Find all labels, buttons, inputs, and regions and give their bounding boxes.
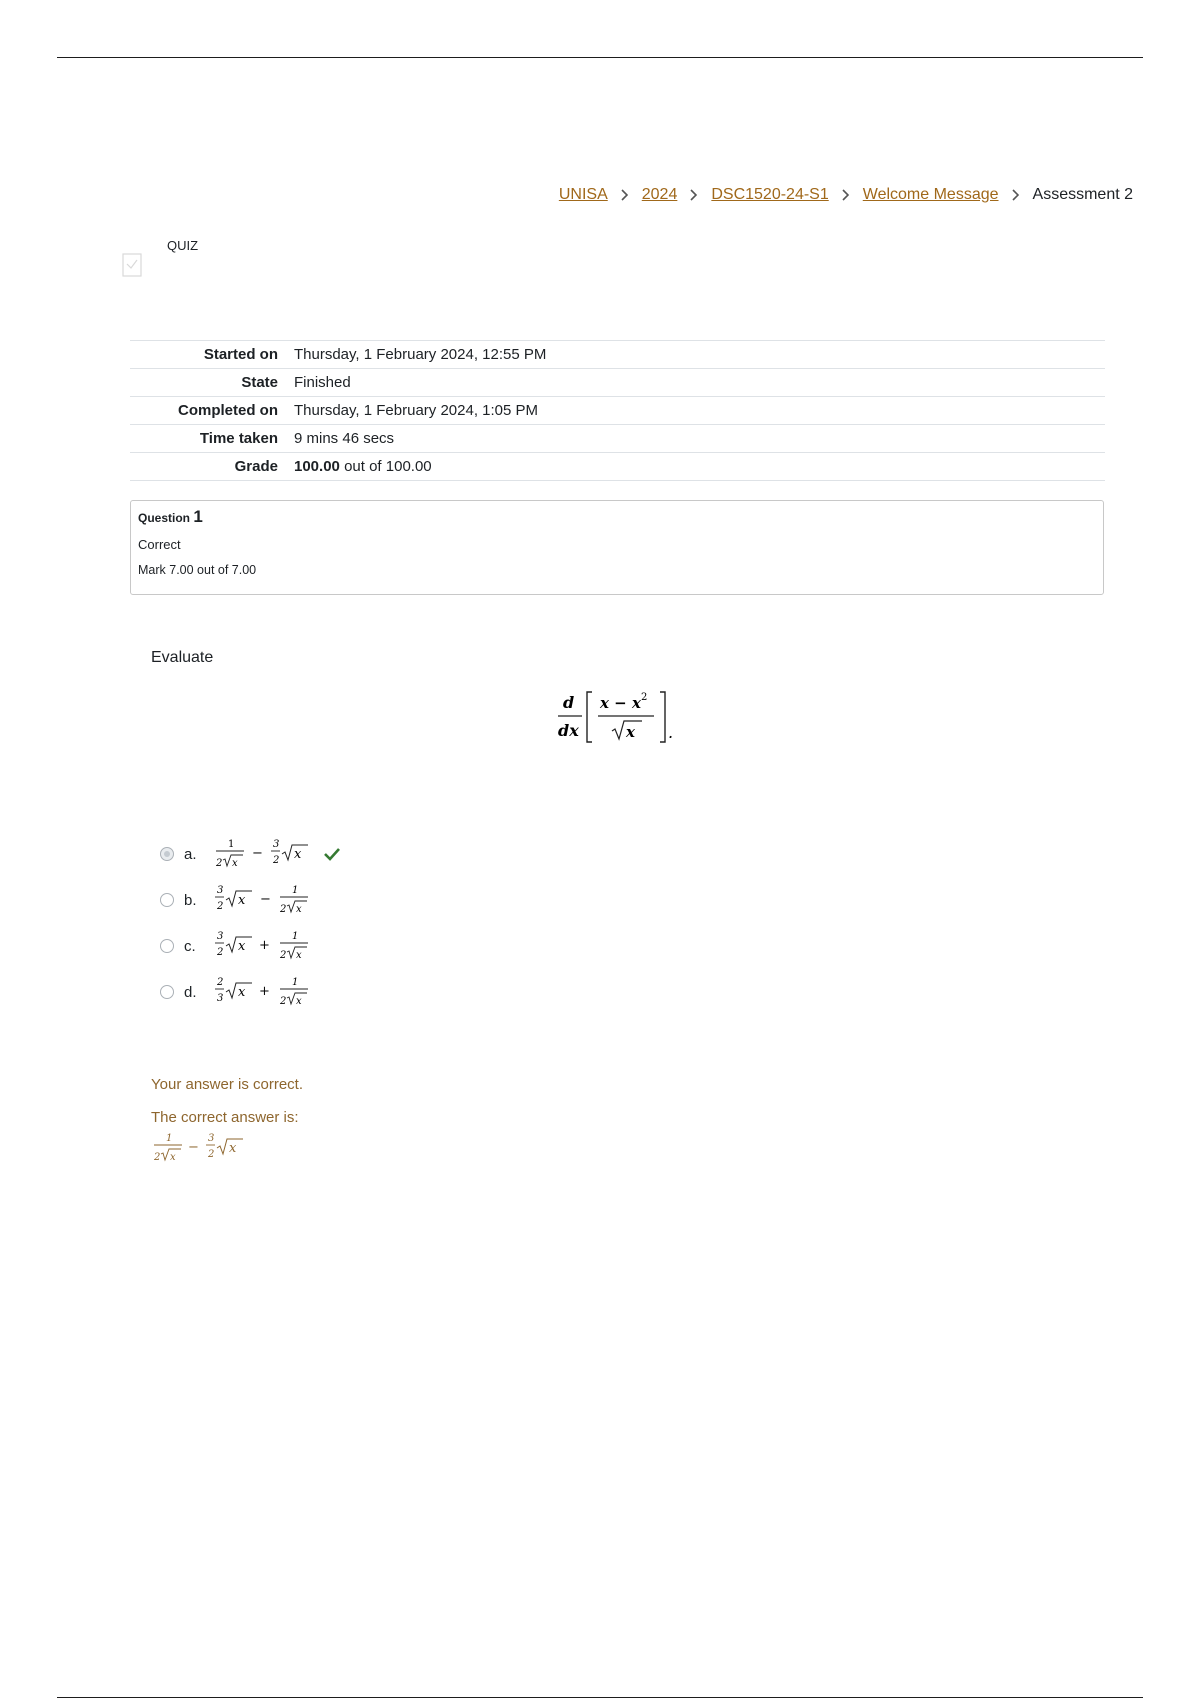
summary-label: Completed on <box>130 397 286 425</box>
summary-value: Thursday, 1 February 2024, 1:05 PM <box>286 397 1105 425</box>
attempt-summary-table <box>130 340 1105 481</box>
svg-text:3: 3 <box>217 885 224 896</box>
table-row <box>130 425 1105 453</box>
summary-label: Started on <box>130 341 286 369</box>
svg-text:2: 2 <box>154 1152 161 1163</box>
svg-text:2: 2 <box>216 858 223 869</box>
question-number <box>138 507 1096 527</box>
summary-value: Finished <box>286 369 1105 397</box>
breadcrumb-item-course[interactable]: DSC1520-24-S1 <box>711 186 829 203</box>
answer-math-b <box>214 882 318 918</box>
svg-text:+: + <box>259 938 270 953</box>
answer-letter: c. <box>184 937 196 955</box>
svg-text:2: 2 <box>217 977 224 988</box>
summary-value: 9 mins 46 secs <box>286 425 1105 453</box>
svg-text:2: 2 <box>641 692 648 703</box>
answer-letter: b. <box>184 891 197 909</box>
svg-text:1: 1 <box>292 931 299 942</box>
question-mark: Mark 7.00 out of 7.00 <box>138 563 257 577</box>
table-row <box>130 369 1105 397</box>
svg-text:1: 1 <box>292 885 299 896</box>
svg-text:3: 3 <box>217 993 224 1004</box>
grade-value <box>286 453 1105 481</box>
breadcrumb-item-section[interactable]: Welcome Message <box>862 186 999 203</box>
question-prompt: Evaluate <box>151 649 214 666</box>
breadcrumb-current: Assessment 2 <box>1032 186 1133 203</box>
summary-label: State <box>130 369 286 397</box>
correct-answer-math <box>152 1130 252 1168</box>
top-rule <box>57 57 1143 58</box>
question-state: Correct <box>138 537 181 552</box>
svg-text:d: d <box>563 693 575 712</box>
feedback-correct-label: The correct answer is: <box>151 1109 299 1126</box>
svg-text:x: x <box>296 996 302 1007</box>
question-info-box <box>130 500 1104 595</box>
table-row <box>130 341 1105 369</box>
check-icon <box>324 847 340 861</box>
svg-text:x − x: x − x <box>600 694 641 712</box>
svg-text:−: − <box>188 1140 199 1155</box>
answer-radio-a[interactable] <box>160 847 174 861</box>
svg-text:2: 2 <box>273 855 280 866</box>
svg-text:2: 2 <box>280 950 287 961</box>
answer-math-d <box>214 974 318 1010</box>
svg-text:x: x <box>626 723 635 741</box>
svg-text:x: x <box>170 1152 176 1163</box>
table-row <box>130 397 1105 425</box>
svg-text:−: − <box>252 846 263 861</box>
svg-text:3: 3 <box>208 1133 215 1144</box>
question-formula <box>556 686 686 746</box>
svg-text:x: x <box>296 904 302 915</box>
breadcrumb-item-year[interactable]: 2024 <box>641 186 678 203</box>
chevron-right-icon <box>618 188 632 202</box>
svg-text:2: 2 <box>217 901 224 912</box>
svg-text:2: 2 <box>280 904 287 915</box>
svg-text:3: 3 <box>217 931 224 942</box>
svg-text:x: x <box>238 985 246 1000</box>
chevron-right-icon <box>839 188 853 202</box>
quiz-icon <box>121 252 143 278</box>
svg-text:dx: dx <box>558 721 579 740</box>
svg-text:2: 2 <box>280 996 287 1007</box>
svg-text:+: + <box>259 984 270 999</box>
answer-math-c <box>214 928 318 964</box>
svg-text:1: 1 <box>292 977 299 988</box>
answer-option-a[interactable] <box>160 836 340 872</box>
svg-text:x: x <box>294 847 302 862</box>
answer-radio-c[interactable] <box>160 939 174 953</box>
bottom-rule <box>57 1697 1143 1698</box>
feedback-result: Your answer is correct. <box>151 1076 304 1093</box>
answer-letter: d. <box>184 983 197 1001</box>
answer-radio-d[interactable] <box>160 985 174 999</box>
answer-letter: a. <box>184 845 197 863</box>
svg-text:.: . <box>668 723 674 742</box>
grade-out-of: out of 100.00 <box>344 458 432 475</box>
svg-text:1: 1 <box>166 1133 173 1144</box>
answer-radio-b[interactable] <box>160 893 174 907</box>
answer-option-c[interactable] <box>160 928 318 964</box>
grade-label: Grade <box>130 453 286 481</box>
svg-text:x: x <box>238 939 246 954</box>
chevron-right-icon <box>1009 188 1023 202</box>
table-row <box>130 453 1105 481</box>
answer-option-b[interactable] <box>160 882 318 918</box>
summary-label: Time taken <box>130 425 286 453</box>
svg-text:3: 3 <box>273 839 280 850</box>
answer-option-d[interactable] <box>160 974 318 1010</box>
svg-text:x: x <box>238 893 246 908</box>
question-prefix: Question <box>138 511 191 525</box>
svg-text:x: x <box>229 1141 237 1156</box>
summary-value: Thursday, 1 February 2024, 12:55 PM <box>286 341 1105 369</box>
chevron-right-icon <box>687 188 701 202</box>
svg-text:x: x <box>232 858 238 869</box>
breadcrumb-item-unisa[interactable]: UNISA <box>558 186 608 203</box>
grade-score: 100.00 <box>294 458 340 475</box>
svg-text:−: − <box>260 892 271 907</box>
answer-math-a <box>214 836 318 872</box>
activity-type-label: QUIZ <box>167 238 199 253</box>
svg-text:1: 1 <box>228 839 235 850</box>
svg-text:2: 2 <box>217 947 224 958</box>
svg-text:x: x <box>296 950 302 961</box>
breadcrumb <box>559 186 1133 204</box>
question-number-value: 1 <box>193 507 203 526</box>
svg-text:2: 2 <box>208 1149 215 1160</box>
